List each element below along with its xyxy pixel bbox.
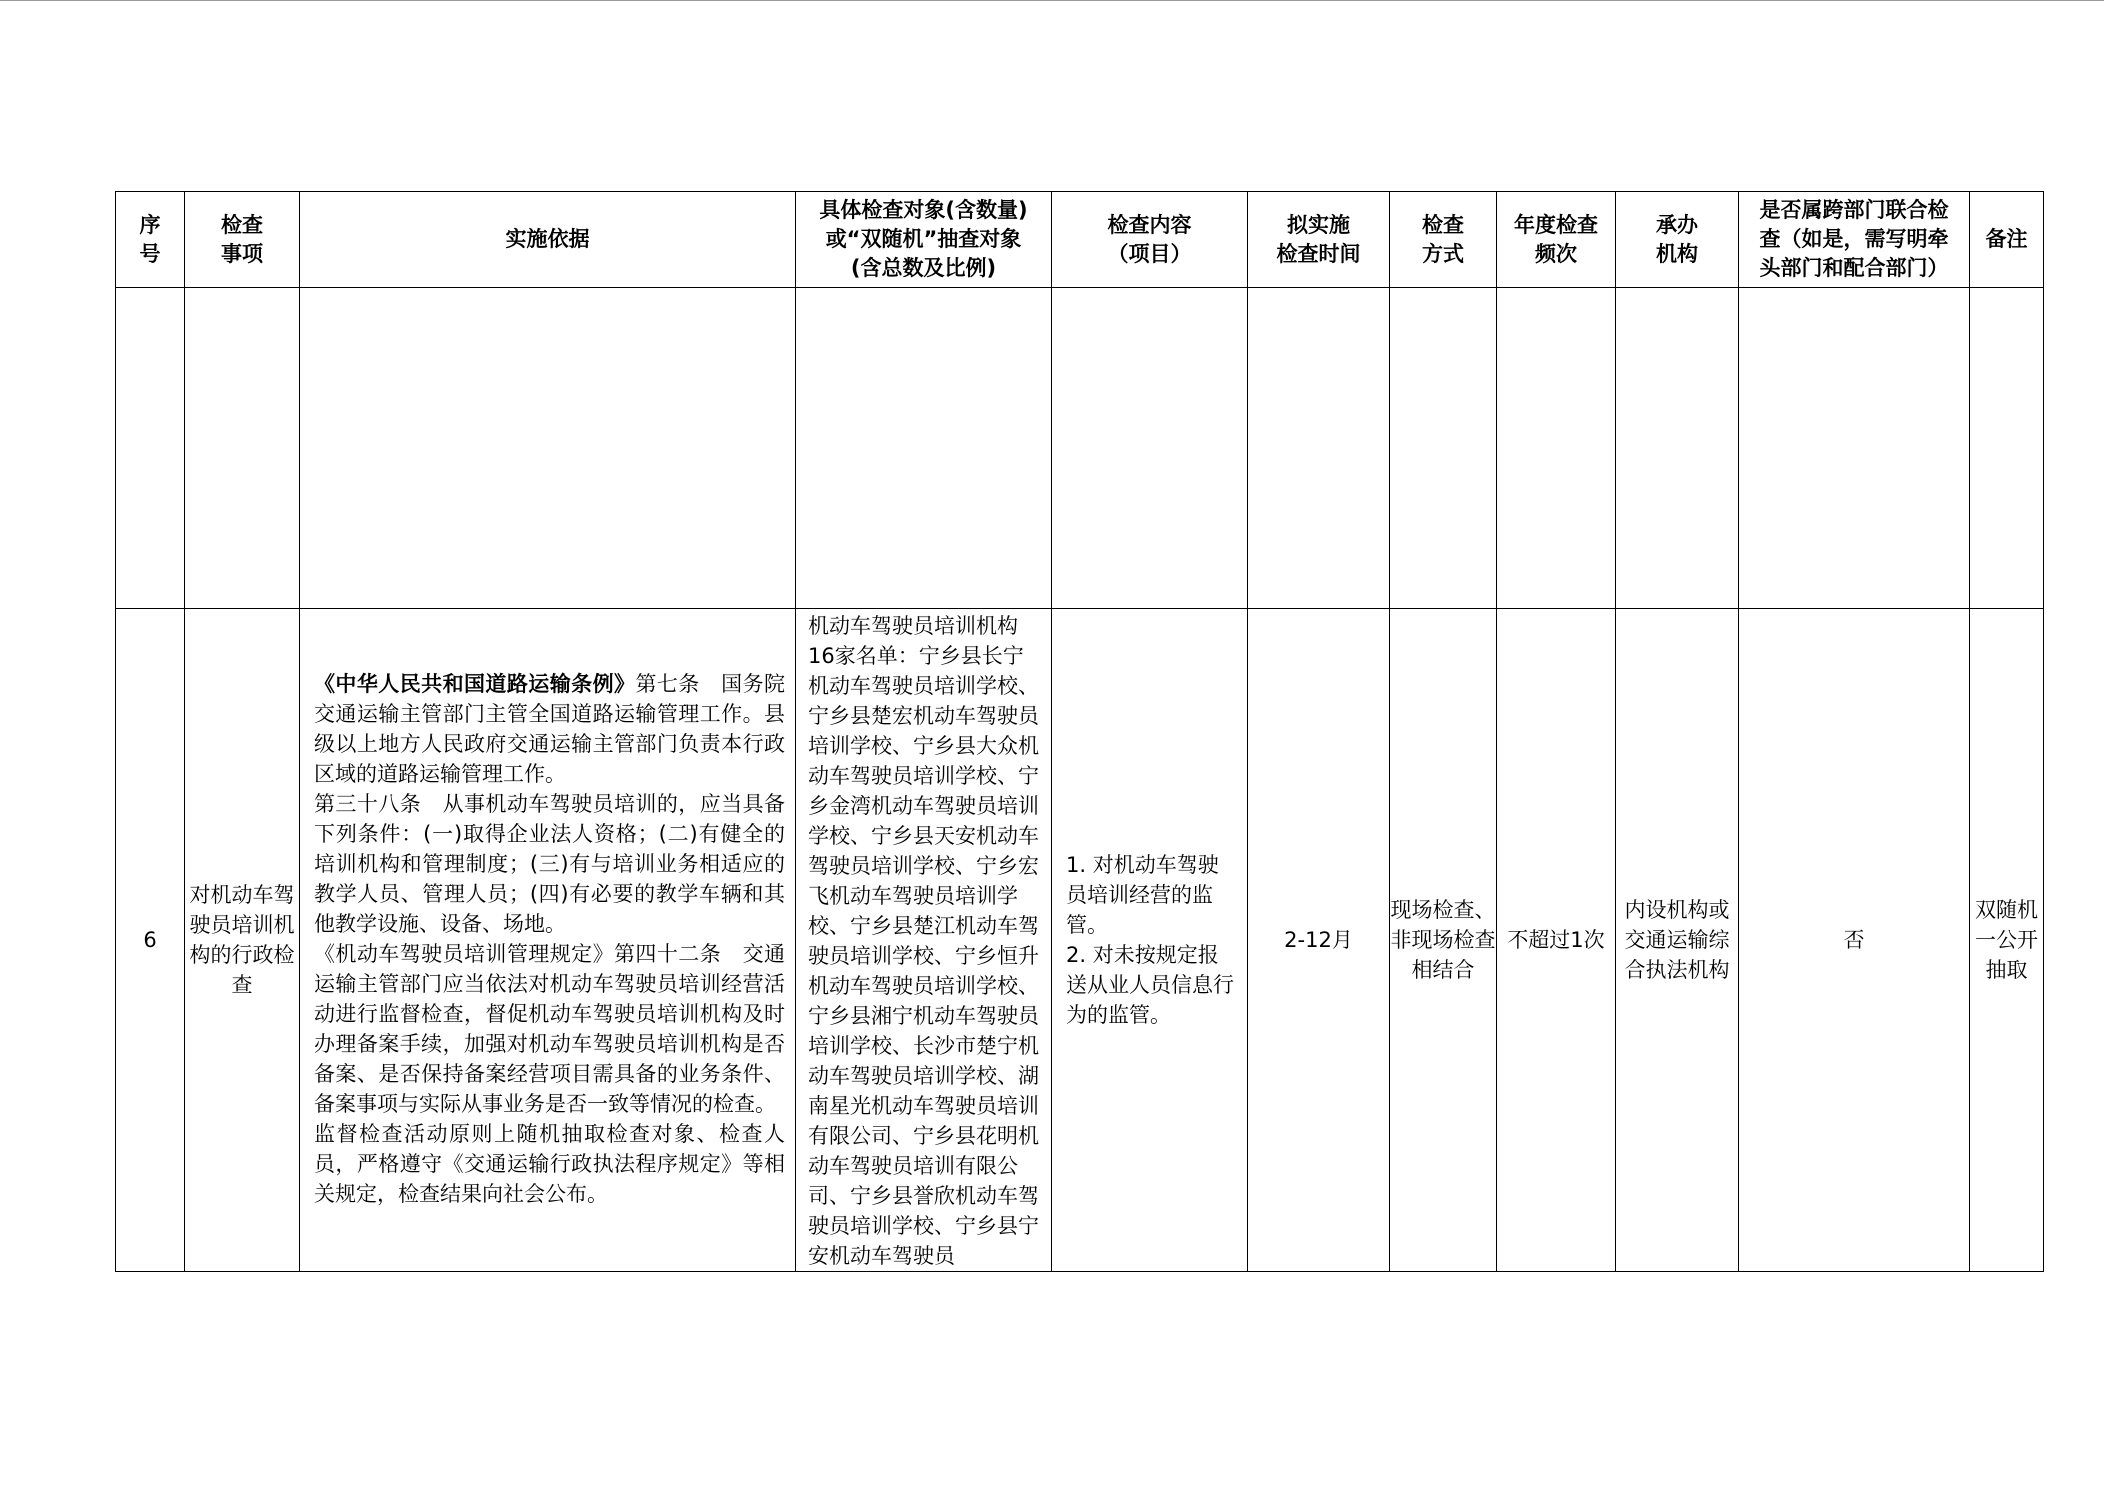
header-frequency: 年度检查 频次 <box>1497 192 1616 288</box>
header-objects: 具体检查对象(含数量) 或“双随机”抽查对象 (含总数及比例) <box>796 192 1052 288</box>
blank-cell <box>796 288 1052 609</box>
header-basis: 实施依据 <box>300 192 796 288</box>
header-content: 检查内容 （项目） <box>1052 192 1248 288</box>
basis-law1-title: 《中华人民共和国道路运输条例》 <box>314 672 636 696</box>
basis-law1-text: 第七条 国务院交通运输主管部门主管全国道路运输管理工作。县级以上地方人民政府交通运输主管部门负责本行政区域的道路运输管理工作。 <box>314 672 786 786</box>
blank-cell <box>1052 288 1248 609</box>
header-row <box>116 192 2044 288</box>
cell-seq: 6 <box>116 609 185 1272</box>
cell-item: 对机动车驾驶员培训机构的行政检查 <box>185 609 300 1272</box>
header-time: 拟实施 检查时间 <box>1248 192 1390 288</box>
cell-time: 2-12月 <box>1248 609 1390 1272</box>
blank-cell <box>300 288 796 609</box>
blank-cell <box>1739 288 1970 609</box>
cell-agency: 内设机构或交通运输综合执法机构 <box>1616 609 1739 1272</box>
blank-cell <box>1248 288 1390 609</box>
basis-paragraph-2: 第三十八条 从事机动车驾驶员培训的，应当具备下列条件：(一)取得企业法人资格；(二)有健全的培训机构和管理制度；(三)有与培训业务相适应的教学人员、管理人员；(四)有必要的教学车辆和其他教学设施、设备、场地。 <box>314 792 785 936</box>
header-agency: 承办 机构 <box>1616 192 1739 288</box>
cell-frequency: 不超过1次 <box>1497 609 1616 1272</box>
blank-cell <box>1616 288 1739 609</box>
cell-basis <box>300 609 796 1272</box>
inspection-table <box>115 191 2044 1272</box>
page-top-rule <box>0 0 2104 1</box>
header-seq: 序 号 <box>116 192 185 288</box>
basis-paragraph-1 <box>314 669 785 789</box>
cell-method: 现场检查、非现场检查相结合 <box>1390 609 1497 1272</box>
table-row-blank <box>116 288 2044 609</box>
blank-cell <box>185 288 300 609</box>
cell-content <box>1052 609 1248 1272</box>
table-row <box>116 609 2044 1272</box>
header-remark: 备注 <box>1970 192 2044 288</box>
basis-paragraph-4: 监督检查活动原则上随机抽取检查对象、检查人员，严格遵守《交通运输行政执法程序规定》等相关规定，检查结果向社会公布。 <box>314 1122 785 1206</box>
cell-joint: 否 <box>1739 609 1970 1272</box>
blank-cell <box>116 288 185 609</box>
blank-cell <box>1970 288 2044 609</box>
header-method: 检查 方式 <box>1390 192 1497 288</box>
header-item: 检查 事项 <box>185 192 300 288</box>
cell-objects: 机动车驾驶员培训机构16家名单：宁乡县长宁机动车驾驶员培训学校、宁乡县楚宏机动车驾驶员培训学校、宁乡县大众机动车驾驶员培训学校、宁乡金湾机动车驾驶员培训学校、宁乡县天安机动车驾驶员培训学校、宁乡宏飞机动车驾驶员培训学校、宁乡县楚江机动车驾驶员培训学校、宁乡恒升机动车驾驶员培训学校、宁乡县湘宁机动车驾驶员培训学校、长沙市楚宁机动车驾驶员培训学校、湖南星光机动车驾驶员培训有限公司、宁乡县花明机动车驾驶员培训有限公司、宁乡县誉欣机动车驾驶员培训学校、宁乡县宁安机动车驾驶员 <box>796 609 1052 1272</box>
content-item-2: 2. 对未按规定报送从业人员信息行为的监管。 <box>1066 943 1234 1027</box>
basis-paragraph-3: 《机动车驾驶员培训管理规定》第四十二条 交通运输主管部门应当依法对机动车驾驶员培训经营活动进行监督检查，督促机动车驾驶员培训机构及时办理备案手续，加强对机动车驾驶员培训机构是否备案、是否保持备案经营项目需具备的业务条件、备案事项与实际从事业务是否一致等情况的检查。 <box>314 942 785 1116</box>
blank-cell <box>1390 288 1497 609</box>
content-item-1: 1. 对机动车驾驶员培训经营的监管。 <box>1066 853 1219 937</box>
cell-remark: 双随机一公开抽取 <box>1970 609 2044 1272</box>
header-joint: 是否属跨部门联合检 查（如是，需写明牵 头部门和配合部门） <box>1739 192 1970 288</box>
blank-cell <box>1497 288 1616 609</box>
